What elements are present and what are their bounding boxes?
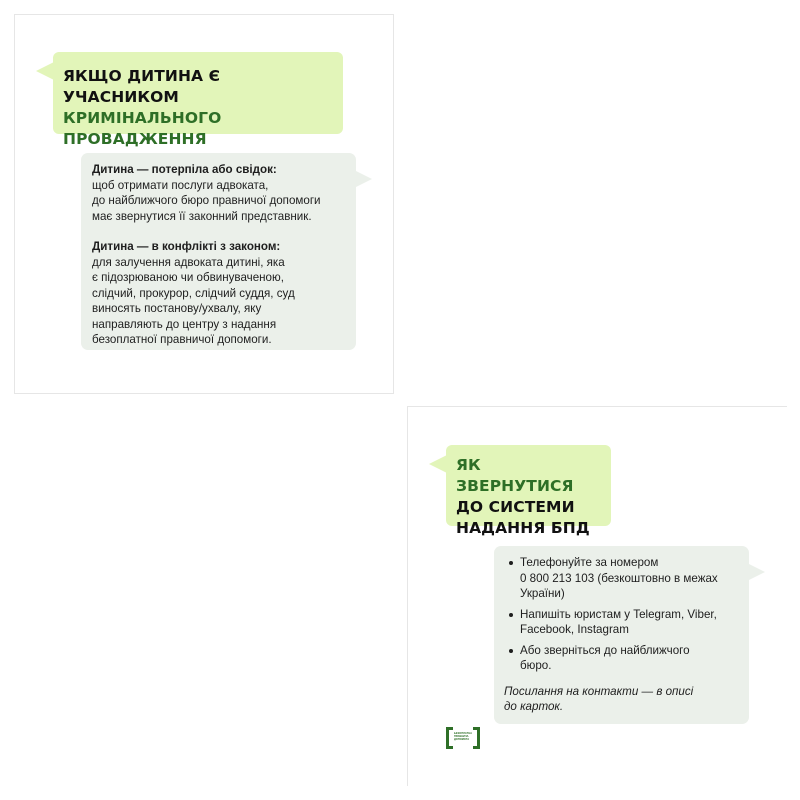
title-bubble — [446, 445, 611, 537]
title-line-2: КРИМІНАЛЬНОГО — [63, 109, 222, 127]
card-how-to-contact — [407, 406, 787, 786]
logo-bracket-left — [446, 727, 453, 749]
title-line-3: НАДАННЯ БПД — [456, 519, 590, 537]
title-line-1: ЯК ЗВЕРНУТИСЯ — [456, 456, 574, 495]
contact-list — [504, 555, 741, 674]
speech-tail — [749, 564, 765, 580]
section-victim-text: щоб отримати послуги адвоката, до найближчого бюро правничої допомоги має звернутися її законний представник. — [92, 178, 321, 223]
card-criminal-proceedings — [14, 14, 394, 394]
list-item-messengers: Напишіть юристам у Telegram, Viber, Facebook, Instagram — [504, 607, 741, 638]
logo-bracket-right — [473, 727, 480, 749]
speech-tail — [429, 455, 447, 473]
contacts-note: Посилання на контакти — в описі до карток. — [504, 684, 694, 713]
section-victim-heading: Дитина — потерпіла або свідок: — [92, 163, 277, 176]
title-line-1: ЯКЩО ДИТИНА Є УЧАСНИКОМ — [63, 67, 221, 106]
info-bubble — [81, 153, 356, 350]
title-line-2: ДО СИСТЕМИ — [456, 498, 575, 516]
section-conflict-heading: Дитина — в конфлікті з законом: — [92, 240, 281, 253]
section-conflict-text: для залучення адвоката дитині, яка є підозрюваною чи обвинуваченою, слідчий, прокурор, слідчий суддя, суд виносять постанову/ухвалу, яку направляють до центру з надання безоплатної правничої допомоги. — [92, 255, 295, 346]
title-bubble — [53, 52, 343, 148]
list-item-bureau: Або зверніться до найближчого бюро. — [504, 643, 741, 674]
logo-text: БЕЗОПЛАТНА ПРАВНИЧА ДОПОМОГА — [454, 732, 472, 742]
list-item-phone: Телефонуйте за номером 0 800 213 103 (безкоштовно в межах України) — [504, 555, 741, 602]
speech-tail — [36, 62, 54, 80]
contacts-bubble — [494, 546, 749, 724]
bpd-logo — [446, 727, 480, 749]
speech-tail — [356, 171, 372, 187]
title-line-3: ПРОВАДЖЕННЯ — [63, 130, 207, 148]
